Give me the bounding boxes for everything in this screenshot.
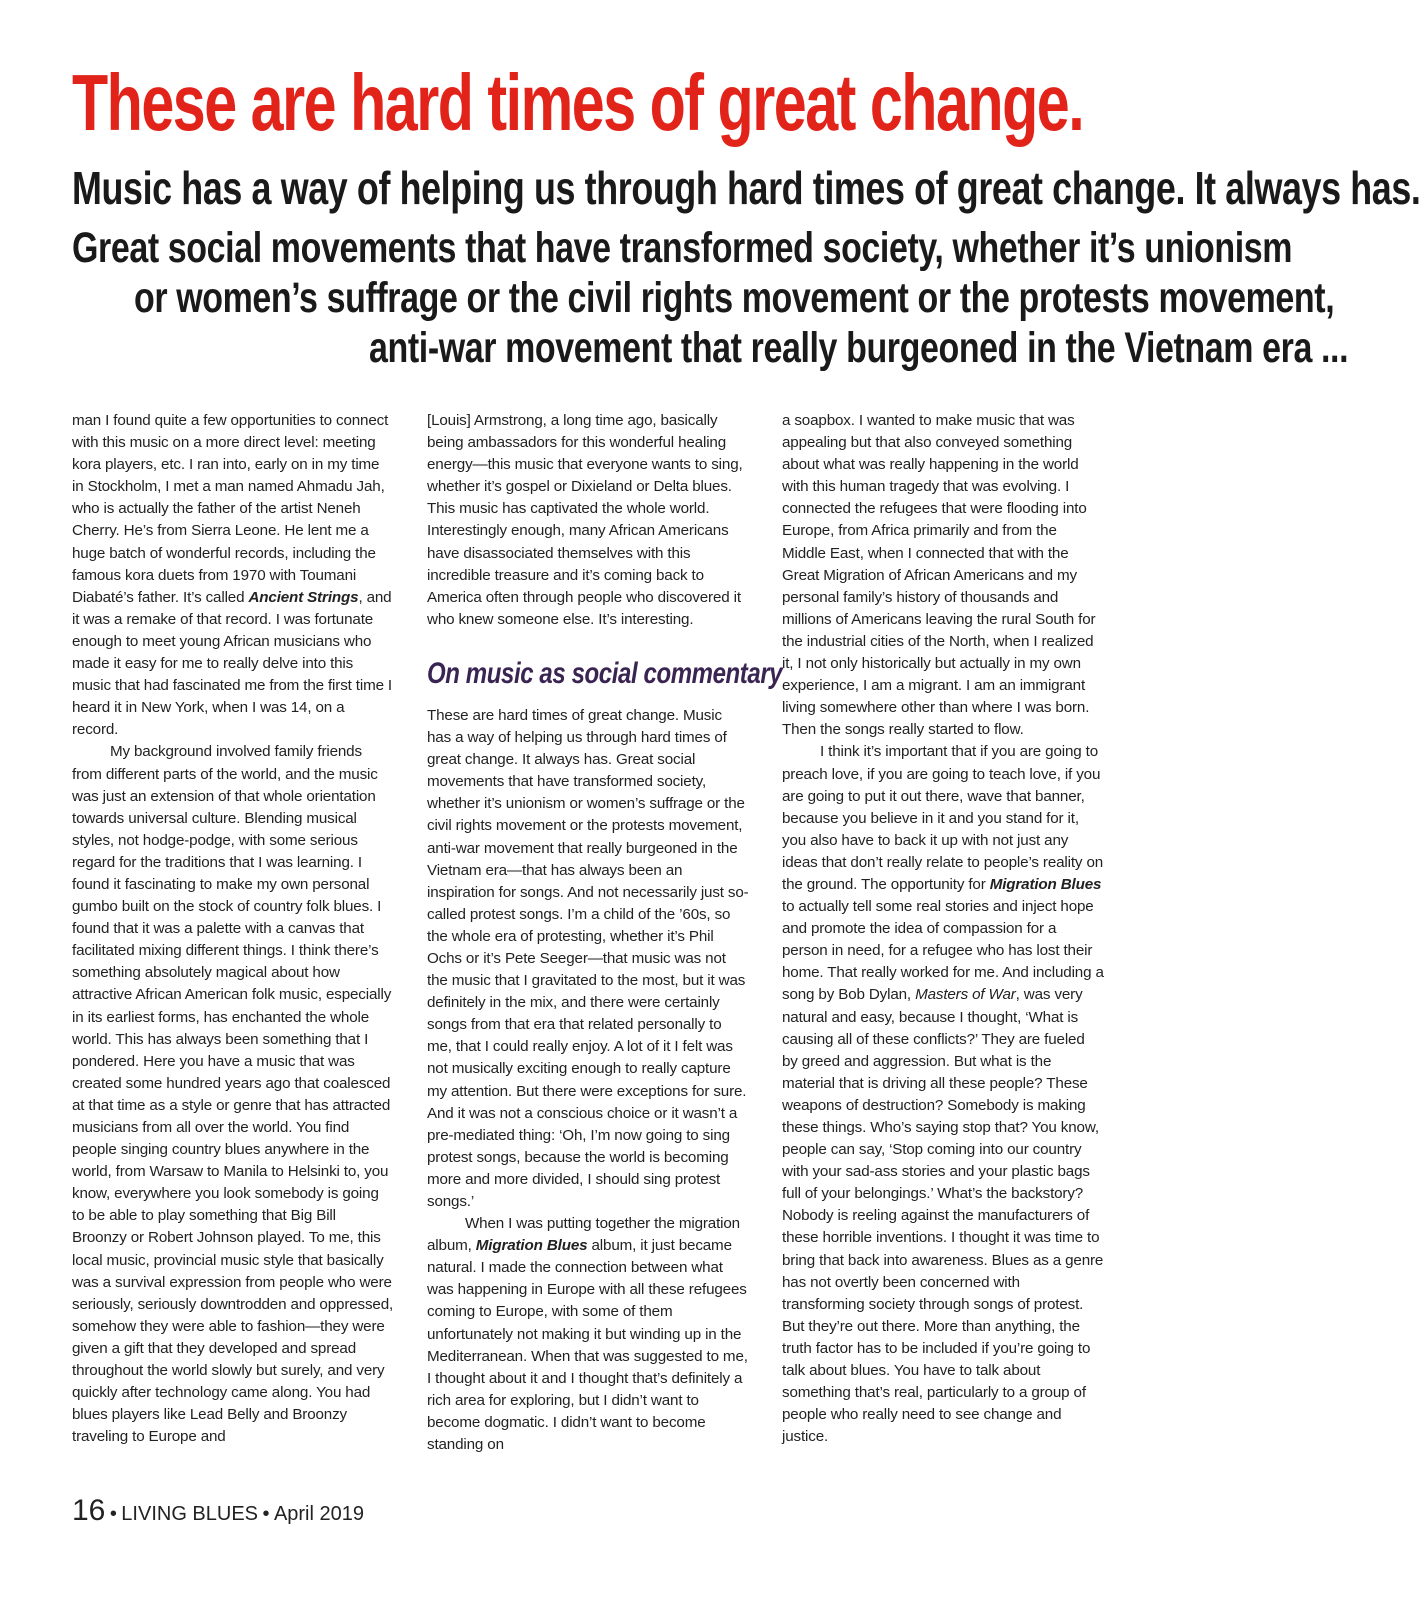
song-title-masters-of-war: Masters of War	[915, 986, 1016, 1004]
paragraph: a soapbox. I wanted to make music that was appealing but that also conveyed something about what was really happening in the world with this human tragedy that was evolving. I connected the refugees that were flooding into Europe, from Africa primarily and from the Middle East, when I connected that with the Great Migration of African Americans and my personal family’s history of thousands and millions of Americans leaving the rural South for the industrial cities of the North, when I realized it, I not only historically but actually in my own experience, I am a migrant. I am an immigrant living somewhere other than where I was born. Then the songs really started to flow.	[782, 412, 1096, 739]
paragraph: These are hard times of great change. Music has a way of helping us through hard times of great change. It always has. Great social movements that have transformed society, whether it’s unionism or women’s suffrage or the civil rights movement or the protests movement, anti-war movement that really burgeoned in the Vietnam era—that has always been an inspiration for songs. And not necessarily just so-called protest songs. I’m a child of the ’60s, so the whole era of protesting, whether it’s Phil Ochs or it’s Pete Seeger—that music was not the music that I gravitated to the most, but it was definitely in the mix, and there were certainly songs from that era that related personally to me, that I could really enjoy. A lot of it I felt was not musically exciting enough to really capture my attention. But there were exceptions for sure. And it was not a conscious choice or it wasn’t a pre-mediated thing: ‘Oh, I’m now going to sing protest songs, because the world is becoming more and more divided, I should sing protest songs.’	[427, 706, 749, 1210]
pull-quote-line-4: anti-war movement that really burgeoned in the Vietnam era ...	[369, 324, 1349, 372]
text-run: man I found quite a few opportunities to connect with this music on a more direct level: meeting kora players, etc. I ran into, early on in my time in Stockholm, I met a man named Ahmadu Jah, who is actually the father of the artist Neneh Cherry. He’s from Sierra Leone. He lent me a huge batch of wonderful records, including the famous kora duets from 1970 with Toumani Diabaté’s father. It’s called	[72, 412, 389, 606]
article-column-3	[782, 410, 1104, 1448]
text-run: album, it just became natural. I made the connection between what was happening in Europe with all these refugees coming to Europe, with some of them unfortunately not making it but winding up in the Mediterranean. When that was suggested to me, I thought about it and I thought that’s definitely a rich area for exploring, but I didn’t want to become dogmatic. I didn’t want to become standing on	[427, 1237, 748, 1454]
album-title-migration-blues: Migration Blues	[989, 875, 1102, 893]
album-title-ancient-strings: Ancient Strings	[248, 588, 359, 606]
pull-quote-line-3: or women’s suffrage or the civil rights movement or the protests movement,	[134, 274, 1335, 322]
page-number: 16	[72, 1494, 106, 1527]
section-subhead: On music as social commentary	[427, 656, 783, 690]
text-run: , and it was a remake of that record. I was fortunate enough to meet young African musicians who made it easy for me to really delve into this music that had fascinated me from the first time I heard it in New York, when I was 14, on a record.	[72, 588, 393, 739]
article-column-1	[72, 410, 394, 1448]
text-run: , was very natural and easy, because I thought, ‘What is causing all of these conflicts?’ They are fueled by greed and aggression. But what is the material that is driving all these people? These weapons of destruction? Somebody is making these things. Who’s saying stop that? You know, people can say, ‘Stop coming into our country with your sad-ass stories and your plastic bags full of your belongings.’ What’s the backstory? Nobody is reeling against the manufacturers of these horrible inventions. I thought it was time to bring that back into awareness. Blues as a genre has not overtly been concerned with transforming society through songs of protest. But they’re out there. More than anything, the truth factor has to be included if you’re going to talk about blues. You have to talk about something that’s real, particularly to a group of people who really need to see change and justice.	[782, 986, 1104, 1446]
article-column-2	[427, 410, 783, 1456]
paragraph	[427, 1213, 749, 1456]
page-footer	[72, 1494, 364, 1528]
pull-quote-line-1: Music has a way of helping us through hard times of great change. It always has.	[72, 162, 1421, 214]
footer-separator: •	[262, 1503, 270, 1525]
paragraph	[782, 741, 1104, 1448]
footer-separator: •	[109, 1503, 117, 1525]
text-run: When I was putting together the migration album,	[427, 1215, 740, 1255]
publication-name: LIVING BLUES	[121, 1503, 259, 1525]
pull-quote-line-2: Great social movements that have transformed society, whether it’s unionism	[72, 224, 1293, 272]
paragraph: [Louis] Armstrong, a long time ago, basically being ambassadors for this wonderful healing energy—this music that everyone wants to sing, whether it’s gospel or Dixieland or Delta blues. This music has captivated the whole world. Interestingly enough, many African Americans have disassociated themselves with this incredible treasure and it’s coming back to America often through people who discovered it who knew someone else. It’s interesting.	[427, 412, 743, 628]
paragraph	[72, 410, 394, 741]
issue-date: April 2019	[273, 1503, 364, 1525]
album-title-migration-blues: Migration Blues	[475, 1237, 588, 1255]
paragraph: My background involved family friends from different parts of the world, and the music was just an extension of that whole orientation towards universal culture. Blending musical styles, not hodge-podge, with some serious regard for the traditions that I was learning. I found it fascinating to make my own personal gumbo built on the stock of country folk blues. I found that it was a palette with a canvas that facilitated mixing different things. I think there’s something absolutely magical about how attractive African American folk music, especially in its earliest forms, has enchanted the whole world. This has always been something that I pondered. Here you have a music that was created some hundred years ago that coalesced at that time as a style or genre that has attracted musicians from all over the world. You find people singing country blues anywhere in the world, from Warsaw to Manila to Helsinki to, you know, everywhere you look somebody is going to be able to play something that Big Bill Broonzy or Robert Johnson played. To me, this local music, provincial music style that basically was a survival expression from people who were seriously, seriously downtrodden and oppressed, somehow they were able to fashion—they were given a gift that they developed and spread throughout the world slowly but surely, and very quickly after technology came along. You had blues players like Lead Belly and Broonzy traveling to Europe and	[72, 743, 394, 1446]
headline: These are hard times of great change.	[72, 58, 1084, 147]
text-run: I think it’s important that if you are going to preach love, if you are going to teach love, if you are going to put it out there, wave that banner, because you believe in it and you stand for it, you also have to back it up with not just any ideas that don’t really relate to people’s reality on the ground. The opportunity for	[782, 743, 1104, 893]
text-run: to actually tell some real stories and inject hope and promote the idea of compassion for a person in need, for a refugee who has lost their home. That really worked for me. And including a song by Bob Dylan,	[782, 898, 1104, 1004]
